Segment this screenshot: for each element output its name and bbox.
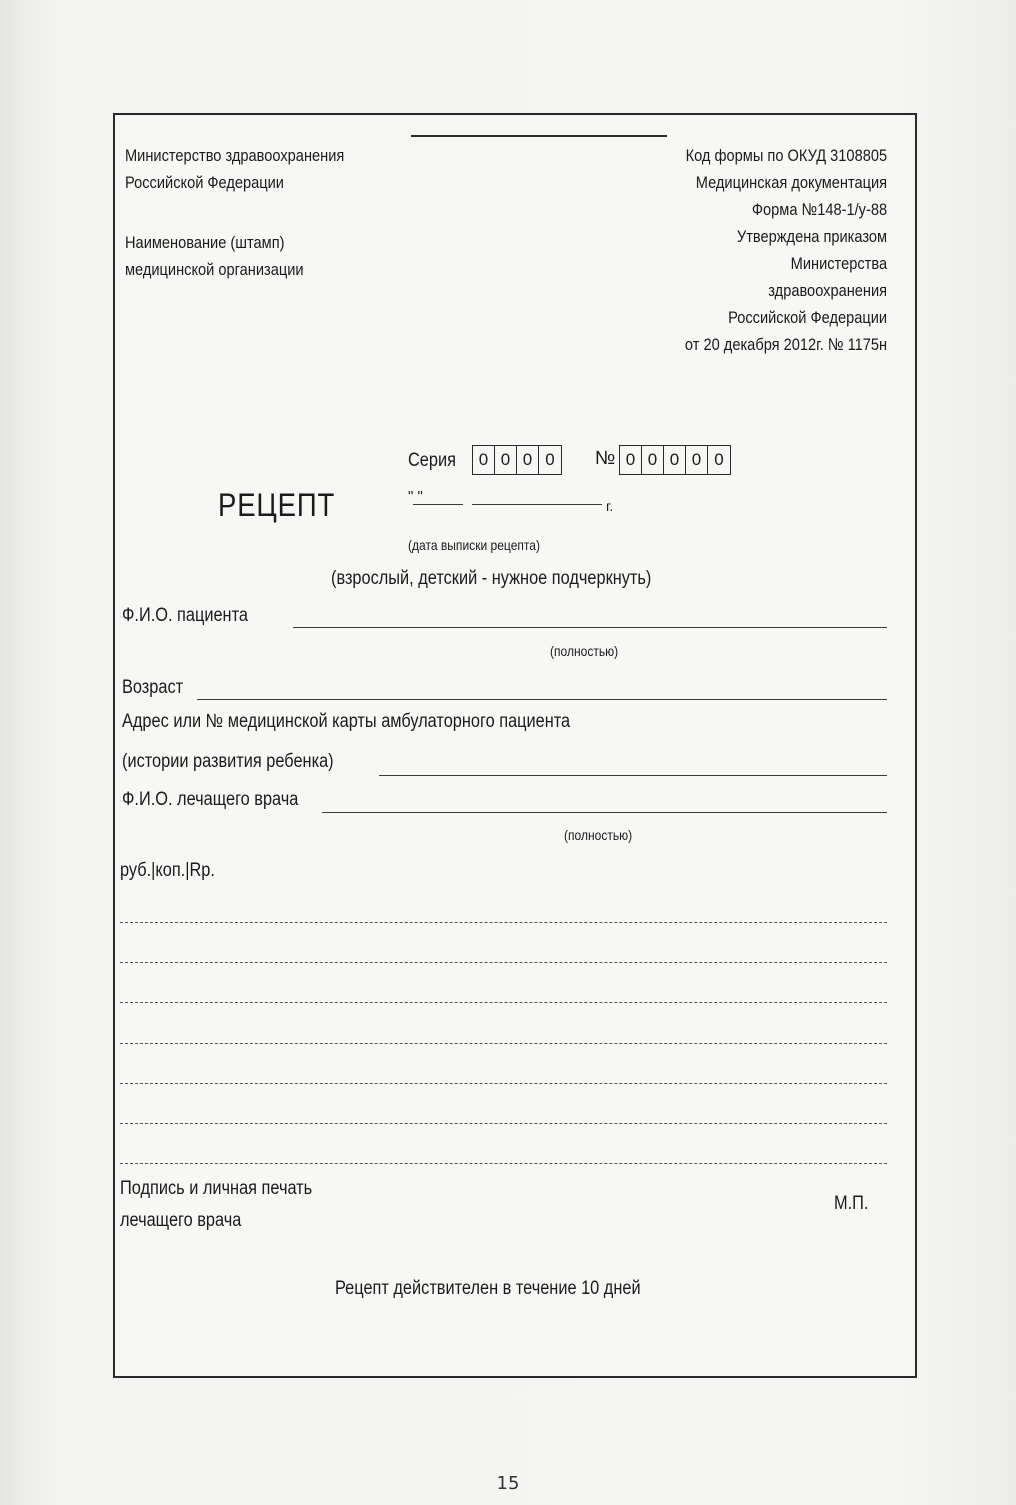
rp-line[interactable]: [120, 1083, 887, 1084]
date-caption: (дата выписки рецепта): [408, 537, 540, 553]
form-code-line: от 20 декабря 2012г. № 1175н: [684, 335, 887, 354]
form-code-line: здравоохранения: [768, 281, 887, 300]
year-suffix: г.: [606, 498, 614, 514]
stamp-label-2: медицинской организации: [125, 260, 304, 279]
doctor-name-line[interactable]: [322, 812, 887, 813]
address-line[interactable]: [379, 775, 887, 776]
age-group-note: (взрослый, детский - нужное подчеркнуть): [331, 568, 652, 589]
number-digit: 0: [664, 446, 686, 474]
patient-name-line[interactable]: [293, 627, 887, 628]
signature-label-1: Подпись и личная печать: [120, 1178, 313, 1199]
series-digit: 0: [545, 450, 555, 469]
form-code-line: Российской Федерации: [728, 308, 887, 327]
number-digit: 0: [642, 446, 664, 474]
rp-line[interactable]: [120, 1163, 887, 1164]
number-label: №: [595, 448, 616, 469]
rp-line[interactable]: [120, 1123, 887, 1124]
number-digit: 0: [686, 446, 708, 474]
number-digit: 0: [714, 450, 724, 469]
ministry-line-1: Министерство здравоохранения: [125, 146, 345, 165]
form-code-line: Медицинская документация: [695, 173, 887, 192]
form-code-line: Форма №148-1/у-88: [751, 200, 887, 219]
page-number: 15: [496, 1473, 520, 1494]
validity-note: Рецепт действителен в течение 10 дней: [335, 1278, 641, 1299]
ministry-line-2: Российской Федерации: [125, 173, 284, 192]
signature-label-2: лечащего врача: [120, 1210, 242, 1231]
number-digit: 0: [620, 446, 642, 474]
number-boxes[interactable]: [619, 445, 731, 475]
fully-caption: (полностью): [550, 643, 619, 659]
stamp-label-1: Наименование (штамп): [125, 233, 285, 252]
date-quotes: " ": [408, 488, 423, 505]
prescription-title: РЕЦЕПТ: [218, 487, 336, 523]
age-label: Возраст: [122, 677, 184, 698]
patient-name-label: Ф.И.О. пациента: [122, 605, 248, 626]
prescription-form: [113, 113, 917, 1378]
series-digit: 0: [517, 446, 539, 474]
rp-line[interactable]: [120, 1043, 887, 1044]
form-code-block: [652, 142, 887, 358]
age-line[interactable]: [197, 699, 887, 700]
series-digit: 0: [495, 446, 517, 474]
series-digit: 0: [473, 446, 495, 474]
rp-line[interactable]: [120, 1002, 887, 1003]
form-code-line: Министерства: [790, 254, 887, 273]
rp-line[interactable]: [120, 962, 887, 963]
fully-caption-2: (полностью): [564, 827, 633, 843]
rp-line[interactable]: [120, 922, 887, 923]
top-bar: [411, 135, 667, 137]
form-code-line: Код формы по ОКУД 3108805: [685, 146, 887, 165]
date-month-line[interactable]: [472, 504, 602, 505]
form-code-line: Утверждена приказом: [736, 227, 887, 246]
history-label: (истории развития ребенка): [122, 751, 334, 772]
address-label: Адрес или № медицинской карты амбулаторного пациента: [122, 711, 571, 732]
date-day-line[interactable]: [413, 504, 463, 505]
series-boxes[interactable]: [472, 445, 562, 475]
series-label: Серия: [408, 450, 456, 471]
seal-label: М.П.: [834, 1193, 869, 1214]
rp-label: руб.|коп.|Rp.: [120, 860, 215, 881]
doctor-name-label: Ф.И.О. лечащего врача: [122, 789, 299, 810]
